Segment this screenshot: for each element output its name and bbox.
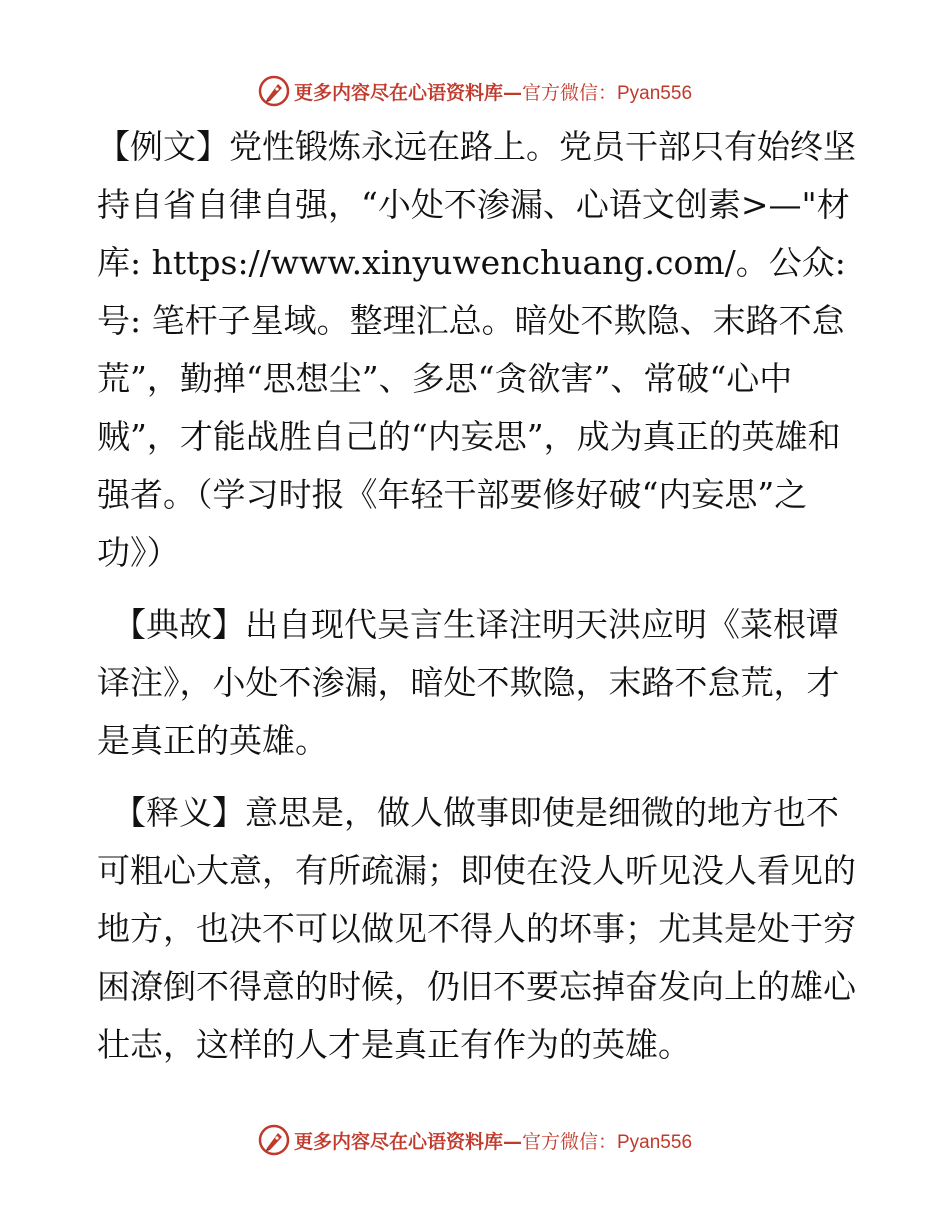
paragraph-text: 出自现代吴言生译注明天洪应明《菜根谭译注》，小处不渗漏，暗处不欺隐，末路不怠荒，才是真正的英雄。 — [97, 605, 840, 760]
paragraph-example — [97, 118, 857, 582]
banner-wechat-label: 官方微信： — [521, 1130, 617, 1153]
banner-slogan: 更多内容尽在心语资料库— — [293, 81, 522, 104]
banner-slogan: 更多内容尽在心语资料库— — [293, 1130, 522, 1153]
banner-text — [294, 1127, 692, 1154]
pen-nib-logo-icon — [258, 75, 290, 107]
footer-banner — [0, 1120, 950, 1160]
paragraph-text: 党性锻炼永远在路上。党员干部只有始终坚持自省自律自强，“小处不渗漏、心语文创素>—"材库: https://www.xinyuwenchuang.com/。公众:号: 笔杆子星域。整理汇总。暗处不欺隐、末路不怠荒”，勤掸“思想尘”、多思“贪欲害”、常破“心中贼”，才能战胜自己的“内妄思”，成为真正的英雄和强者。（学习时报《年轻干部要修好破“内妄思”之功》） — [97, 127, 856, 572]
banner-wechat-label: 官方微信： — [521, 81, 617, 104]
paragraph-label: 【例文】 — [97, 127, 229, 166]
banner-wechat-id: Pyan556 — [617, 1131, 693, 1153]
banner-text — [294, 78, 692, 105]
paragraph-allusion — [97, 596, 857, 770]
paragraph-label: 【释义】 — [113, 793, 245, 832]
paragraph-interpretation — [97, 784, 857, 1074]
paragraph-label: 【典故】 — [113, 605, 245, 644]
banner-wechat-id: Pyan556 — [617, 82, 693, 104]
paragraph-text: 意思是，做人做事即使是细微的地方也不可粗心大意，有所疏漏；即使在没人听见没人看见的地方，也决不可以做见不得人的坏事；尤其是处于穷困潦倒不得意的时候，仍旧不要忘掉奋发向上的雄心壮志，这样的人才是真正有作为的英雄。 — [97, 793, 856, 1064]
header-banner — [0, 71, 950, 111]
pen-nib-logo-icon — [258, 1124, 290, 1156]
document-body — [97, 118, 857, 1074]
